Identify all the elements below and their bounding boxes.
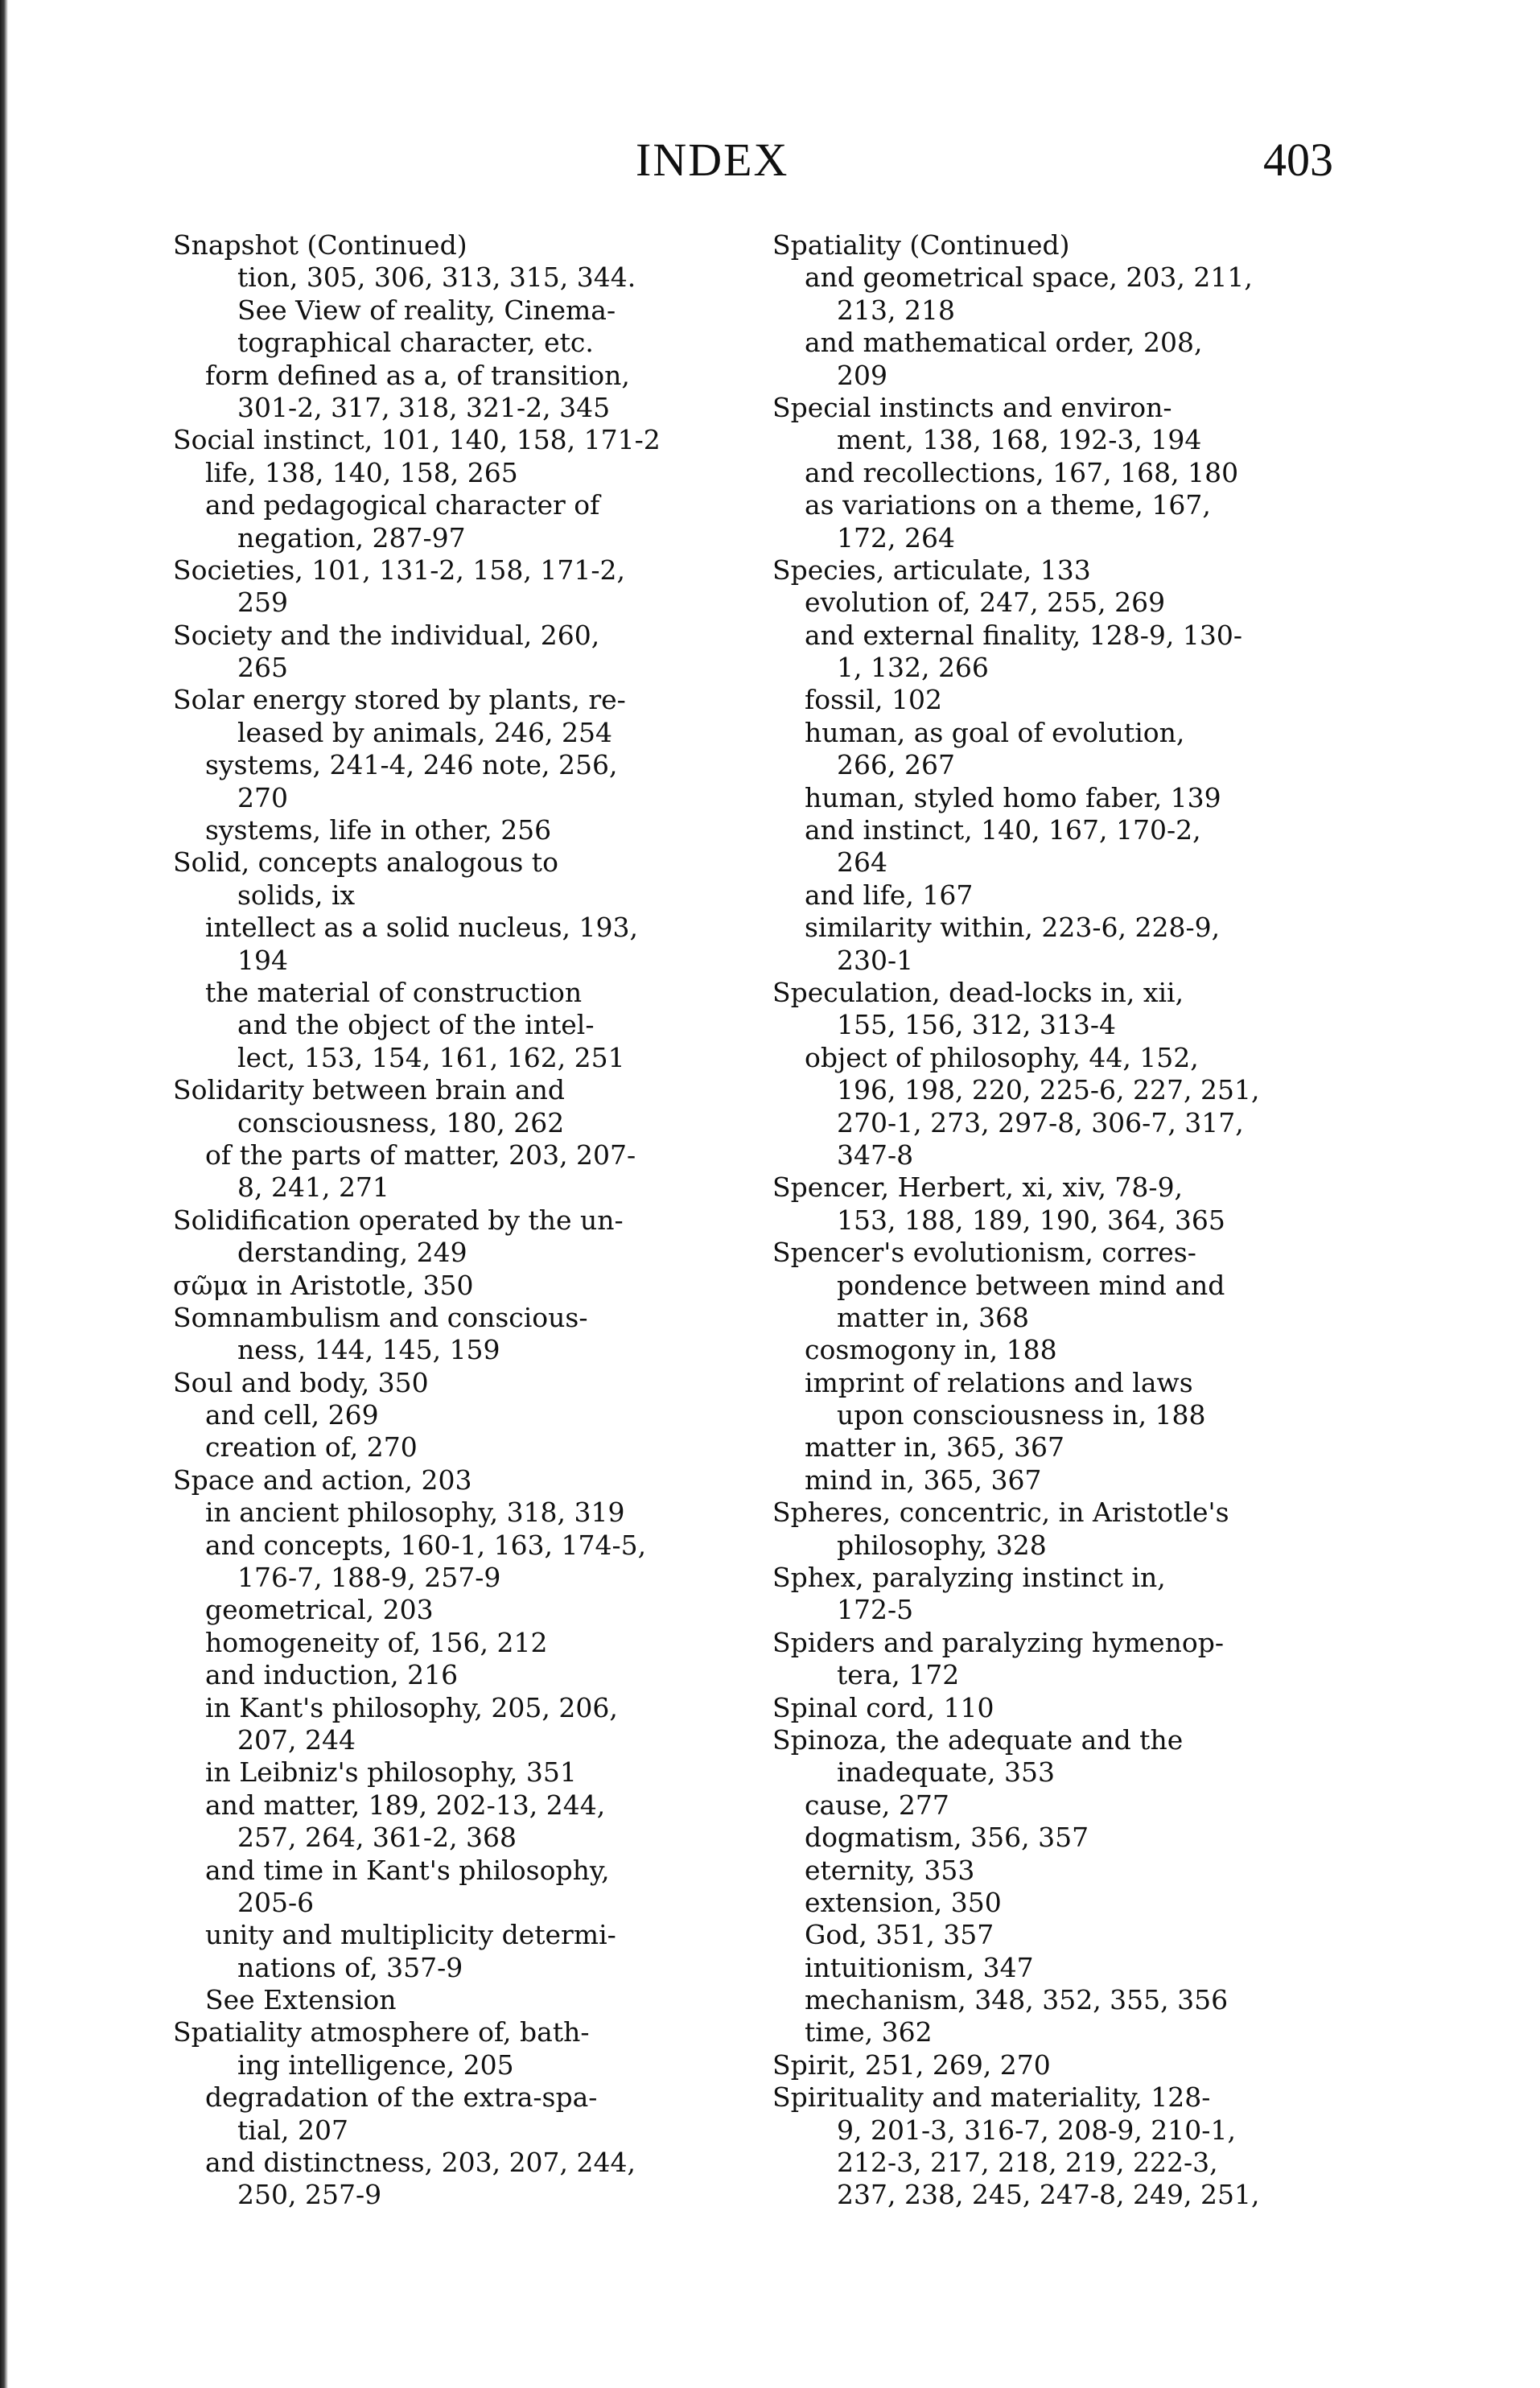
index-entry-line: tion, 305, 306, 313, 315, 344. [237,261,636,294]
scan-binding-edge [0,0,8,2388]
index-entry-heading: Snapshot (Continued) [173,229,467,261]
index-entry-line: nations of, 357-9 [237,1951,463,1983]
index-entry-line: dogmatism, 356, 357 [805,1822,1089,1854]
index-entry-line: and distinctness, 203, 207, 244, [205,2147,636,2179]
index-entry-line: pondence between mind and [837,1269,1225,1301]
index-entry-line: 347-8 [837,1138,914,1171]
index-entry-line: human, as goal of evolution, [805,716,1185,748]
index-entry-line: tera, 172 [837,1659,960,1691]
index-entry-line: 265 [237,652,288,684]
index-entry-line: creation of, 270 [205,1431,418,1464]
index-entry-heading: Spirit, 251, 269, 270 [772,2048,1051,2081]
index-entry-heading: Somnambulism and conscious- [173,1301,588,1333]
index-entry-heading: Spinoza, the adequate and the [772,1723,1184,1756]
index-entry-line: and cell, 269 [205,1399,379,1431]
index-entry-line: and time in Kant's philosophy, [205,1854,610,1886]
index-entry-line: human, styled homo faber, 139 [805,781,1221,813]
index-entry-line: See Extension [205,1984,397,2016]
index-entry-line: 1, 132, 266 [837,652,989,684]
index-entry-line: 172, 264 [837,521,955,554]
index-entry-line: 153, 188, 189, 190, 364, 365 [837,1204,1225,1236]
index-entry-line: object of philosophy, 44, 152, [805,1041,1199,1073]
index-entry-line: the material of construction [205,976,583,1008]
index-entry-heading: Spatiality atmosphere of, bath- [173,2016,590,2048]
index-entry-heading: Solar energy stored by plants, re- [173,684,626,716]
index-entry-line: 213, 218 [837,294,955,326]
index-entry-line: 194 [237,944,288,976]
index-entry-heading: Spatiality (Continued) [772,229,1070,261]
index-entry-line: systems, life in other, 256 [205,814,552,846]
index-entry-line: and life, 167 [805,879,974,911]
index-entry-heading: Sphex, paralyzing instinct in, [772,1562,1166,1594]
index-entry-line: consciousness, 180, 262 [237,1106,565,1138]
index-entry-heading: Spirituality and materiality, 128- [772,2081,1211,2114]
index-entry-heading: Solidification operated by the un- [173,1204,624,1236]
index-entry-line: 259 [237,587,288,619]
index-entry-line: ing intelligence, 205 [237,2048,514,2081]
index-entry-line: time, 362 [805,2016,933,2048]
index-entry-line: and matter, 189, 202-13, 244, [205,1789,606,1821]
index-entry-heading: σῶμα in Aristotle, 350 [173,1269,474,1301]
index-entry-line: and geometrical space, 203, 211, [805,261,1253,294]
index-entry-line: 230-1 [837,944,914,976]
index-entry-line: imprint of relations and laws [805,1366,1193,1398]
index-entry-heading: Speculation, dead-locks in, xii, [772,976,1184,1008]
index-entry-line: 209 [837,359,887,391]
index-entry-line: intuitionism, 347 [805,1951,1034,1983]
index-entry-line: 212-3, 217, 218, 219, 222-3, [837,2147,1218,2179]
index-entry-line: cause, 277 [805,1789,949,1821]
index-entry-line: matter in, 368 [837,1301,1030,1333]
index-entry-line: 270-1, 273, 297-8, 306-7, 317, [837,1106,1244,1138]
index-entry-line: 270 [237,781,288,813]
index-entry-line: 155, 156, 312, 313-4 [837,1009,1117,1041]
index-entry-line: form defined as a, of transition, [205,359,630,391]
index-entry-line: degradation of the extra-spa- [205,2081,598,2114]
index-entry-heading: Spencer, Herbert, xi, xiv, 78-9, [772,1171,1184,1204]
index-entry-line: mind in, 365, 367 [805,1464,1042,1496]
index-entry-line: evolution of, 247, 255, 269 [805,587,1166,619]
index-entry-line: 8, 241, 271 [237,1171,389,1204]
index-entry-line: eternity, 353 [805,1854,975,1886]
index-entry-line: unity and multiplicity determi- [205,1919,616,1951]
page-number: 403 [1263,134,1333,186]
index-entry-line: intellect as a solid nucleus, 193, [205,912,638,944]
index-entry-line: as variations on a theme, 167, [805,489,1211,521]
index-entry-line: systems, 241-4, 246 note, 256, [205,749,618,781]
index-entry-heading: Social instinct, 101, 140, 158, 171-2 [173,424,661,456]
index-entry-heading: Special instincts and environ- [772,391,1172,423]
index-entry-heading: Solidarity between brain and [173,1074,565,1106]
index-entry-line: leased by animals, 246, 254 [237,716,612,748]
index-entry-line: life, 138, 140, 158, 265 [205,456,518,488]
index-entry-line: 9, 201-3, 316-7, 208-9, 210-1, [837,2114,1236,2146]
index-entry-line: tographical character, etc. [237,327,594,359]
index-entry-heading: Species, articulate, 133 [772,554,1091,586]
index-entry-line: and recollections, 167, 168, 180 [805,456,1239,488]
index-entry-line: of the parts of matter, 203, 207- [205,1138,636,1171]
index-entry-line: tial, 207 [237,2114,349,2146]
index-entry-line: 172-5 [837,1594,914,1626]
index-entry-line: and instinct, 140, 167, 170-2, [805,814,1201,846]
page-header [0,133,1540,197]
index-column-left [173,229,752,2212]
index-entry-line: and the object of the intel- [237,1009,595,1041]
index-entry-heading: Spiders and paralyzing hymenop- [772,1626,1225,1658]
index-entry-heading: Society and the individual, 260, [173,619,600,651]
index-entry-line: 257, 264, 361-2, 368 [237,1822,517,1854]
index-entry-line: and induction, 216 [205,1659,459,1691]
page-title: INDEX [636,134,789,186]
index-entry-line: ment, 138, 168, 192-3, 194 [837,424,1202,456]
index-entry-line: 301-2, 317, 318, 321-2, 345 [237,391,611,423]
index-entry-line: and mathematical order, 208, [805,327,1203,359]
index-entry-line: 207, 244 [237,1723,356,1756]
index-entry-heading: Spinal cord, 110 [772,1691,994,1723]
index-entry-heading: Soul and body, 350 [173,1366,429,1398]
index-entry-line: inadequate, 353 [837,1756,1055,1789]
index-entry-line: in ancient philosophy, 318, 319 [205,1497,625,1529]
index-entry-line: See View of reality, Cinema- [237,294,616,326]
index-entry-line: similarity within, 223-6, 228-9, [805,912,1221,944]
index-entry-line: geometrical, 203 [205,1594,434,1626]
index-entry-line: solids, ix [237,879,356,911]
index-entry-line: mechanism, 348, 352, 355, 356 [805,1984,1229,2016]
index-entry-heading: Spencer's evolutionism, corres- [772,1237,1196,1269]
index-entry-line: in Kant's philosophy, 205, 206, [205,1691,618,1723]
index-entry-line: cosmogony in, 188 [805,1334,1057,1366]
index-entry-line: negation, 287-97 [237,521,466,554]
index-entry-line: ness, 144, 145, 159 [237,1334,500,1366]
index-entry-line: matter in, 365, 367 [805,1431,1065,1464]
index-entry-line: fossil, 102 [805,684,943,716]
index-entry-line: in Leibniz's philosophy, 351 [205,1756,577,1789]
index-entry-line: 264 [837,846,887,879]
index-entry-heading: Spheres, concentric, in Aristotle's [772,1497,1229,1529]
index-entry-line: homogeneity of, 156, 212 [205,1626,548,1658]
index-entry-line: 176-7, 188-9, 257-9 [237,1562,501,1594]
index-entry-line: upon consciousness in, 188 [837,1399,1206,1431]
index-entry-line: and pedagogical character of [205,489,600,521]
index-entry-line: lect, 153, 154, 161, 162, 251 [237,1041,625,1073]
index-entry-line: and concepts, 160-1, 163, 174-5, [205,1529,647,1561]
index-entry-line: 196, 198, 220, 225-6, 227, 251, [837,1074,1260,1106]
index-entry-line: 250, 257-9 [237,2179,382,2211]
index-entry-line: and external finality, 128-9, 130- [805,619,1243,651]
index-entry-line: God, 351, 357 [805,1919,994,1951]
index-entry-line: 205-6 [237,1886,315,1918]
index-entry-heading: Societies, 101, 131-2, 158, 171-2, [173,554,625,586]
index-entry-heading: Space and action, 203 [173,1464,472,1496]
index-entry-heading: Solid, concepts analogous to [173,846,558,879]
index-entry-line: extension, 350 [805,1886,1002,1918]
index-entry-line: 237, 238, 245, 247-8, 249, 251, [837,2179,1260,2211]
index-column-right [772,229,1352,2212]
index-entry-line: derstanding, 249 [237,1237,467,1269]
index-entry-line: 266, 267 [837,749,955,781]
index-entry-line: philosophy, 328 [837,1529,1047,1561]
